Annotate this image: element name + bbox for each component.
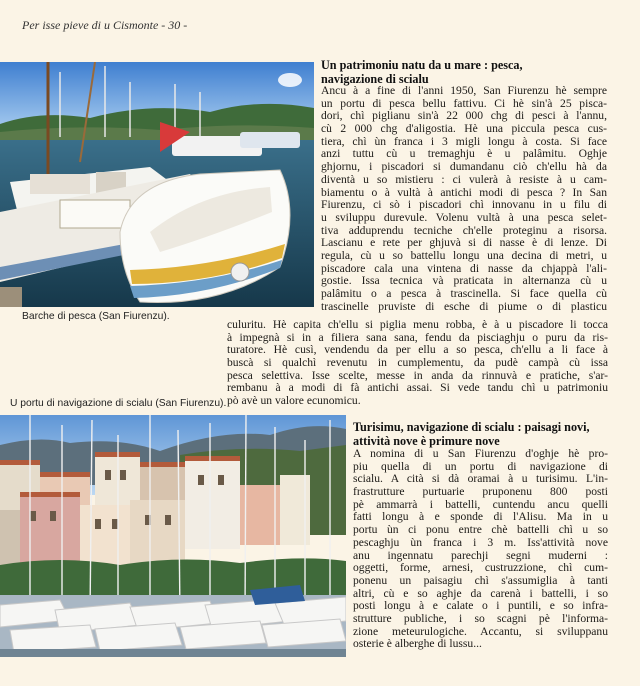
body-line: osterie è alberghe di lussu... [353,637,482,651]
fishing-boats-photo [0,62,314,307]
body-line: biamentu o à vultà à antichi modi di pesca ? In San [321,185,607,199]
body-line: Lascianu e rete per ghjuvà si di nasse è di lenze. Di [321,236,607,250]
section-1-body [321,85,607,313]
body-line: posti longu à e calate o i puntili, e so infra- [353,599,608,613]
body-line: culuritu. Hè capita ch'ellu si piglia menu robba, è à u piscadore li tocca [227,318,608,331]
body-line: rembanu à a modi di fà antichi assai. Si vede tandu chì u patrimoniu [227,381,608,395]
body-line: ghjornu, i piscadori si dumandanu ciò ch'ellu hà da [321,160,607,174]
body-line: fatti longu à e sponde di l'Alisu. Ma in u [353,510,608,524]
body-line: ponenu un paisagiu chì s'assumiglia à tanti [353,573,608,587]
body-line: gostie. Issa tecnica và praticata in alternanza cù u [321,274,607,288]
running-header: Per isse pieve di u Cismonte - 30 - [22,18,188,32]
body-line: pesca selettiva. Isse scelte, messe in anda da rinnuvà e pratiche, s'ar- [227,368,608,382]
section-1-body-wide [227,319,608,408]
body-line: zione meteurulogiche. Accantu, si sviluppanu [353,624,608,638]
body-line: turatore. Hè cusì, vendendu da per ellu a so pesca, ch'ellu a li face à [227,343,608,357]
body-line: un portu di pesca bellu fattivu. Ci hè sin'à 25 pisca- [321,96,607,110]
body-line: piu quella di un portu di navigazione di [353,459,608,473]
body-line: piscadore cala una vintena di nasse da chjappà l'ali- [321,261,607,275]
section-2-heading [353,421,623,448]
body-line: à impegnà si in a filiera sana sana, fendu da pisciaghju o puru da ris- [227,330,608,344]
photo-caption-marina: U portu di navigazione di scialu (San Fiurenzu). [10,398,227,409]
section-1-heading-line: Un patrimoniu natu da u mare : pesca, [321,58,523,72]
body-line: tiera, chì ùn franca i 3 migli longu à costa. Si face [321,134,607,148]
section-1-heading [321,59,621,86]
photo-caption-fishing-boats: Barche di pesca (San Fiurenzu). [22,311,170,322]
body-line: scialu. A cità si dà oramai à u turisimu. L'in- [353,472,608,486]
body-line: trascinelle pruviste di esche di piume o di plasticu [321,299,607,313]
body-line: diventà u so mistieru : ci vulerà à resiste à u cam- [321,172,607,186]
body-line: anzi tuttu cù u tremaghju è u palâmitu. Oghje [321,147,607,161]
marina-photo [0,415,346,657]
section-2-heading-line: Turisimu, navigazione di scialu : paisagi novi, [353,420,590,434]
body-line: Fiurenzu, ci sò i piscadori chì innovanu in u filu di [321,198,607,212]
section-2-body [353,448,608,651]
body-line: tiva adduprendu tecniche ch'elle proteginu a risorsa. [321,223,607,237]
body-line: pescaghju ùn franca i 3 m. Iss'attività nove [353,535,608,549]
body-line: palâmitu o a pesca à trascinella. Si face quella cù [321,287,607,300]
body-line: anu ingennatu parechji segni muderni : [353,548,608,562]
body-line: cù 2 000 chg d'aligostia. Hè una piccula pesca cus- [321,122,607,136]
body-line: regula, cù u so battellu longu una decina di metri, u [321,248,607,262]
body-line: portu ùn ci ponu entre chè battelli chì u so [353,523,608,537]
body-line: pò avè un valore ecunomicu. [227,394,361,408]
body-line: pè ammarrà i battelli, cuntendu ancu quelli [353,497,608,511]
body-line: frastrutture purtuarie pruponenu 800 posti [353,485,608,499]
body-line: buscà si qualchì revenutu in cumplementu, da pudè campà cù issa [227,356,608,370]
body-line: Ancu à a fine di l'anni 1950, San Fiurenzu hè sempre [321,84,607,97]
body-line: strutture publiche, i so scagni pè l'informa- [353,611,608,625]
body-line: A nomina di u San Fiurenzu d'oghje hè pro- [353,447,608,460]
body-line: oggetti, forme, arnesi, custruzzione, chì cum- [353,561,608,575]
body-line: u sviluppu durevule. Volenu vultà à una pesca selet- [321,210,607,224]
body-line: altri, cù e so aghje da carenà i battelli, i so [353,586,608,600]
section-2-heading-line: attività nove è primure nove [353,433,500,448]
body-line: dori, chì piglianu sin'à 22 000 chg di pesci à l'annu, [321,109,607,123]
section-1-heading-line: navigazione di scialu [321,71,429,86]
